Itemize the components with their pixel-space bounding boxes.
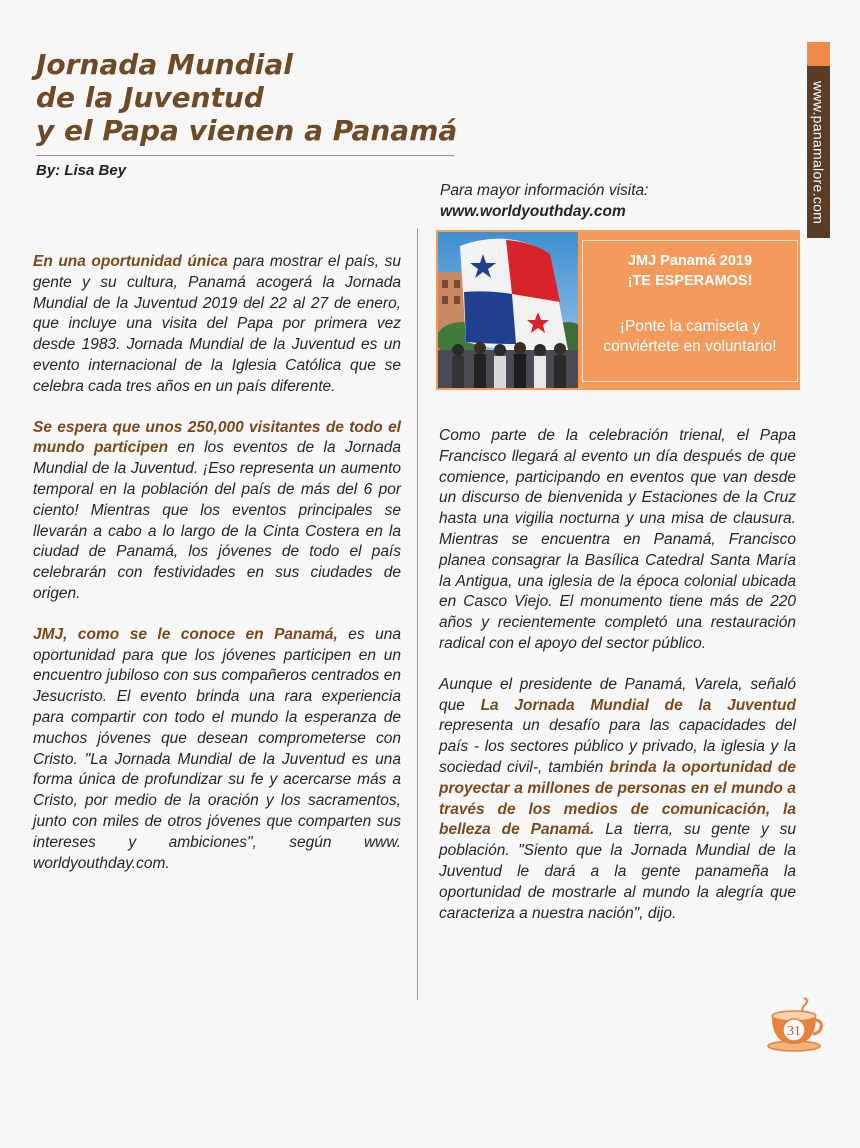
coffee-cup-icon	[764, 996, 824, 1052]
body-text: para mostrar el país, su gente y su cultura, Panamá acogerá la Jornada Mundial de la Juventud 2019 del 22 al 27 de enero, que incluye una visita del Papa por primera vez desde 1983. Jornada Mundial de la Juventud es un evento internacional de la Iglesia Católica que se celebra cada tres años en un país diferente.	[33, 253, 402, 395]
byline: By: Lisa Bey	[36, 162, 127, 179]
highlight-text: brinda la oportunidad de proyectar a millones de personas en el mundo a través de los medios de comunicación, la belleza de Panamá.	[439, 758, 796, 839]
right-column	[439, 426, 796, 944]
body-text: La tierra, su gente y su población. "Siento que la Jornada Mundial de la Juventud le dará a la gente panameña la oportunidad de mostrarle al mundo la alegría que caracteriza a nuestra nación", dijo.	[439, 821, 796, 922]
left-paragraph-1	[33, 252, 401, 398]
left-column	[33, 252, 401, 894]
promo-banner	[436, 230, 800, 390]
promo-sub-line-2: conviértete en voluntario!	[603, 338, 777, 355]
left-paragraph-2	[33, 418, 401, 605]
body-text: Como parte de la celebración trienal, el Papa Francisco llegará al evento un día después de que comience, participando en eventos que van desde un discurso de bienvenida y Estaciones de la Cruz hasta una vigilia nocturna y una misa de clausura. Mientras se encuentra en Panamá, Francisco planea consagrar la Basílica Catedral Santa María la Antigua, una iglesia de la época colonial ubicada en Casco Viejo. El monumento tiene más de 220 años y recientemente completó una restauración radical con el apoyo del sector público.	[439, 427, 796, 652]
page-number: 31	[787, 1024, 801, 1039]
promo-title-line-2: ¡TE ESPERAMOS!	[627, 273, 753, 289]
highlight-text: La Jornada Mundial de la Juventud	[480, 696, 796, 714]
side-url-bar	[807, 42, 830, 238]
page-number-badge	[764, 996, 824, 1052]
right-paragraph-1	[439, 426, 796, 655]
flag-photo	[438, 232, 578, 388]
body-text: representa un desafío para las capacidades del país - los sectores público y privado, la iglesia y la sociedad civil-, también	[439, 717, 796, 776]
title-line-3: y el Papa vienen a Panamá	[36, 114, 458, 147]
article-title	[36, 48, 476, 147]
left-paragraph-3	[33, 625, 401, 875]
highlight-text: Se espera que unos 250,000 visitantes de todo el mundo participen	[33, 418, 401, 457]
title-line-1: Jornada Mundial	[36, 48, 293, 81]
highlight-text: En una oportunidad única	[33, 253, 228, 270]
highlight-text: JMJ, como se le conoce en Panamá,	[33, 625, 338, 643]
info-url-link[interactable]: www.worldyouthday.com	[440, 203, 626, 220]
right-paragraph-2	[439, 675, 796, 925]
column-divider	[417, 228, 418, 1000]
side-bar-accent	[807, 42, 830, 66]
promo-title-line-1: JMJ Panamá 2019	[627, 253, 753, 269]
panama-flag-photo	[438, 232, 578, 388]
body-text: es una oportunidad para que los jóvenes participen en un encuentro jubiloso con sus compañeros centrados en Jesucristo. El evento brinda una rara experiencia para compartir con todo el mundo la esperanza de muchos jóvenes que desean comprometerse con Cristo. "La Jornada Mundial de la Juventud es una forma única de profundizar su fe y acercarse más a Cristo, por medio de la oración y los sacramentos, junto con miles de otros jóvenes que comparten sus intereses y ambiciones", según www. worldyouthday.com.	[33, 625, 401, 872]
body-text: en los eventos de la Jornada Mundial de la Juventud. ¡Eso representa un aumento temporal en la población del país de más del 6 por ciento! Mientras que los eventos principales se llevarán a cabo a lo largo de la Cinta Costera en la ciudad de Panamá, los jóvenes de todo el país celebrarán con festividades en sus ciudades de origen.	[33, 439, 401, 602]
more-info	[440, 180, 760, 222]
side-url-text[interactable]: www.panamalore.com	[810, 81, 827, 225]
promo-text-box	[582, 240, 798, 382]
title-line-2: de la Juventud	[36, 81, 264, 114]
promo-sub-line-1: ¡Ponte la camiseta y	[619, 318, 761, 335]
body-text: Aunque el presidente de Panamá, Varela, señaló que	[439, 675, 796, 714]
title-divider	[36, 155, 454, 156]
info-label: Para mayor información visita:	[440, 182, 649, 199]
